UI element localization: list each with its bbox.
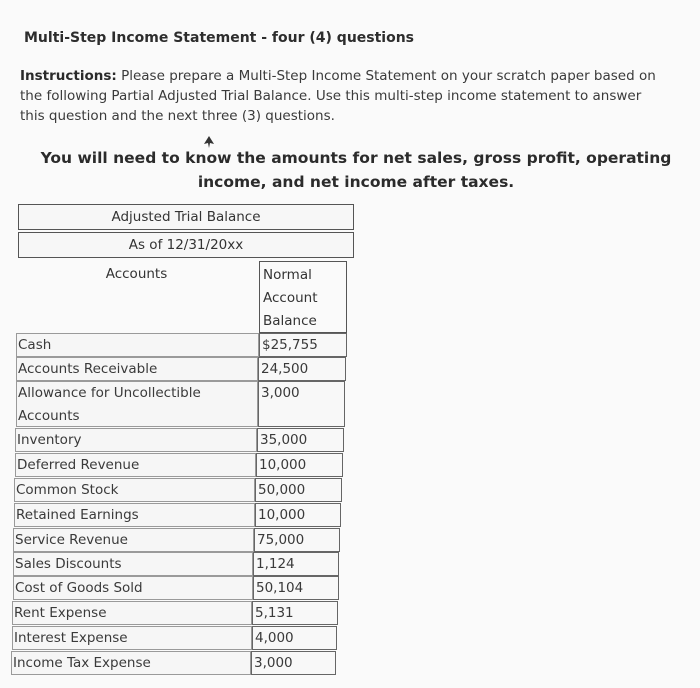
balance-cell: 1,124	[253, 552, 339, 576]
table-row	[12, 601, 338, 625]
account-cell: Income Tax Expense	[11, 651, 251, 675]
account-cell: Accounts Receivable	[16, 357, 258, 381]
balance-cell: 10,000	[255, 503, 341, 527]
balance-cell: $25,755	[259, 333, 347, 357]
table-row	[11, 651, 336, 675]
account-cell: Service Revenue	[13, 528, 254, 552]
balance-cell: 50,104	[253, 576, 339, 600]
account-cell: Sales Discounts	[13, 552, 253, 576]
balance-cell: 35,000	[257, 428, 344, 452]
page-title: Multi-Step Income Statement - four (4) questions	[24, 30, 415, 46]
trial-balance-heading	[18, 204, 354, 230]
account-cell: Cash	[16, 333, 259, 357]
account-cell: Cost of Goods Sold	[13, 576, 253, 600]
account-cell: Rent Expense	[12, 601, 252, 625]
balance-header-line-2: Account	[263, 290, 318, 306]
table-row	[12, 626, 337, 650]
balance-cell: 75,000	[254, 528, 340, 552]
table-row	[14, 503, 341, 527]
account-cell-line-2: Accounts	[18, 408, 80, 424]
balance-cell: 3,000	[251, 651, 336, 675]
balance-column-header	[259, 261, 347, 333]
balance-cell: 10,000	[256, 453, 343, 477]
account-cell: Retained Earnings	[14, 503, 255, 527]
instructions-paragraph	[20, 66, 670, 126]
table-row	[14, 478, 342, 502]
table-row	[15, 453, 343, 477]
account-cell: Inventory	[15, 428, 257, 452]
table-row	[16, 333, 347, 357]
balance-header-line-1: Normal	[263, 267, 312, 283]
account-cell: Deferred Revenue	[15, 453, 256, 477]
account-cell-line-1: Allowance for Uncollectible	[18, 385, 201, 401]
table-row	[16, 357, 346, 381]
balance-cell: 50,000	[255, 478, 342, 502]
instructions-label: Instructions:	[20, 68, 117, 84]
balance-cell: 4,000	[252, 626, 337, 650]
trial-balance-date	[18, 232, 354, 258]
balance-cell: 3,000	[258, 381, 345, 427]
table-row	[13, 552, 339, 576]
account-cell: Interest Expense	[12, 626, 252, 650]
trial-balance-heading-text: Adjusted Trial Balance	[111, 209, 261, 225]
balance-cell: 5,131	[252, 601, 338, 625]
trial-balance-date-text: As of 12/31/20xx	[128, 237, 244, 253]
balance-cell: 24,500	[258, 357, 346, 381]
table-row	[16, 381, 345, 427]
table-row	[13, 576, 339, 600]
account-cell	[16, 381, 258, 427]
emphasis-text: You will need to know the amounts for net sales, gross profit, operating income, and net income after taxes.	[40, 149, 672, 191]
table-row	[15, 428, 344, 452]
instructions-text: Please prepare a Multi-Step Income Statement on your scratch paper based on the following Partial Adjusted Trial Balance. Use this multi-step income statement to answer this question and the next three (3) questions.	[20, 68, 656, 124]
accounts-column-header: Accounts	[105, 266, 168, 282]
account-cell: Common Stock	[14, 478, 255, 502]
balance-header-line-3: Balance	[263, 313, 317, 329]
table-row	[13, 528, 340, 552]
